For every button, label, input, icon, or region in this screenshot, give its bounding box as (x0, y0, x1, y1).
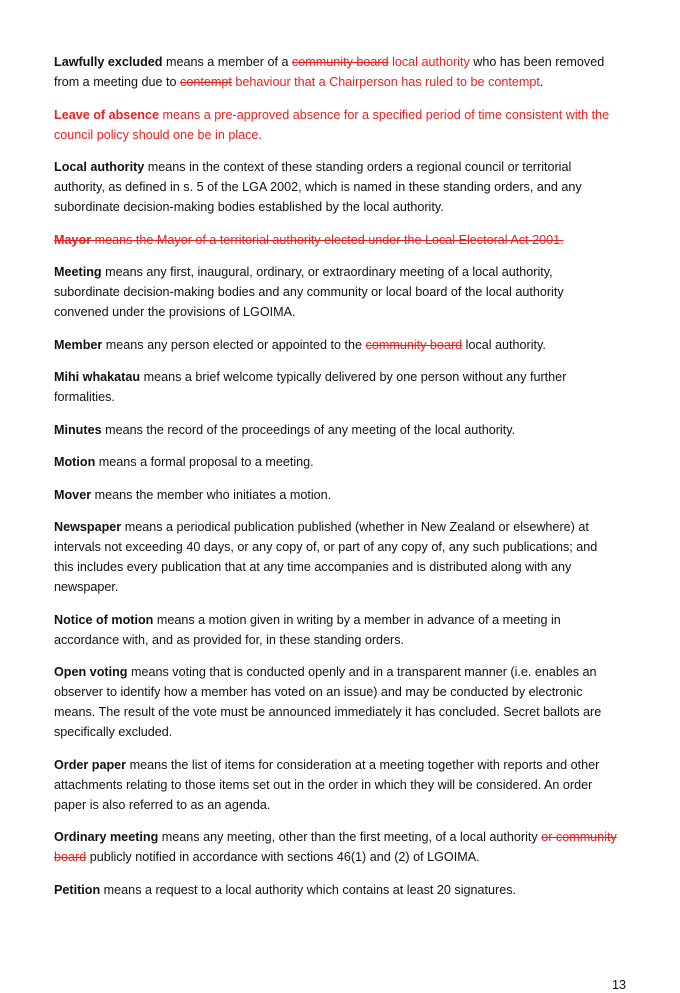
definition-text: means a motion given in writing by a member in advance of a meeting in accordance with, and as provided for, in these standing orders. (54, 612, 561, 647)
definition-text: . (539, 75, 544, 89)
deleted-definition-term: Mayor (54, 232, 92, 247)
definition-term: Newspaper (54, 520, 122, 534)
definition-term: Member (54, 337, 103, 352)
definition-leave-of-absence (54, 105, 620, 145)
definition-newspaper (54, 517, 620, 597)
definition-mayor (54, 230, 620, 250)
deleted-text: community board (291, 55, 389, 69)
definition-petition (54, 880, 620, 900)
deleted-text: community board (365, 337, 463, 352)
definition-member (54, 335, 620, 355)
definition-ordinary-meeting (54, 827, 620, 867)
page-number: 13 (611, 978, 626, 992)
definition-text: means in the context of these standing orders a regional council or territorial authority, as defined in s. 5 of the LGA 2002, which is named in these standing orders, and any subordinate decision-making bodies established by the local authority. (54, 160, 582, 214)
definition-text: means a periodical publication published (whether in New Zealand or elsewhere) at intervals not exceeding 40 days, or any copy of, or part of any copy of, any such publications; and this includes every publication that at any time accompanies and is distributed along with any newspaper. (54, 520, 598, 594)
definition-text: means a brief welcome typically delivered by one person without any further formalities. (54, 370, 567, 404)
definition-text: means any meeting, other than the first meeting, of a local authority (158, 830, 542, 844)
inserted-text: local authority (392, 55, 470, 69)
definition-meeting (54, 262, 620, 322)
deleted-text: contempt (180, 75, 232, 89)
definition-mover (54, 485, 620, 505)
definition-term: Motion (54, 455, 96, 469)
definition-text: publicly notified in accordance with sections 46(1) and (2) of LGOIMA. (86, 850, 480, 864)
definition-local-authority (54, 157, 620, 217)
definition-open-voting (54, 662, 620, 742)
inserted-text: means a pre-approved absence for a specified period of time consistent with the council policy should one be in place. (54, 107, 610, 142)
deleted-text: or community board (54, 830, 617, 864)
definition-text: means a member of a (162, 55, 292, 69)
definition-term: Meeting (54, 265, 102, 279)
definition-text: means a request to a local authority which contains at least 20 signatures. (100, 882, 517, 897)
definition-text: who has been removed from a meeting due to (54, 55, 605, 89)
definition-text: means a formal proposal to a meeting. (95, 455, 314, 469)
definition-motion (54, 452, 620, 472)
definition-term: Notice of motion (54, 612, 154, 627)
definition-term: Open voting (54, 665, 128, 679)
definition-term: Mover (54, 487, 92, 502)
inserted-text: behaviour that a Chairperson has ruled to be contempt (235, 75, 540, 89)
document-page (54, 52, 620, 912)
definition-term: Petition (54, 882, 101, 897)
definition-text: means voting that is conducted openly and in a transparent manner (i.e. enables an observer to identify how a member has voted on an issue) and may be conducted by electronic means. The result of the vote must be announced immediately it has concluded. Secret ballots are specifically excluded. (54, 665, 602, 739)
definition-term: Mihi whakatau (54, 370, 141, 384)
definition-term: Local authority (54, 160, 145, 174)
definition-term: Minutes (54, 422, 102, 437)
definition-text: local authority. (462, 337, 546, 352)
definition-mihi-whakatau (54, 367, 620, 407)
definition-term: Lawfully excluded (54, 55, 163, 69)
definition-text: means any person elected or appointed to the (102, 337, 366, 352)
definition-text: means the member who initiates a motion. (91, 487, 332, 502)
definition-text: means the record of the proceedings of any meeting of the local authority. (101, 422, 516, 437)
inserted-definition-term: Leave of absence (54, 107, 159, 122)
deleted-text: means the Mayor of a territorial authority elected under the Local Electoral Act 2001. (91, 232, 564, 247)
definition-minutes (54, 420, 620, 440)
definition-notice-of-motion (54, 610, 620, 650)
definition-text: means the list of items for consideration at a meeting together with reports and other attachments relating to those items set out in the order in which they will be considered. An order paper is also referred to as an agenda. (54, 757, 600, 812)
definition-order-paper (54, 755, 620, 815)
definition-lawfully-excluded (54, 52, 620, 92)
definition-term: Ordinary meeting (54, 830, 159, 844)
definition-term: Order paper (54, 757, 127, 772)
definition-text: means any first, inaugural, ordinary, or extraordinary meeting of a local authority, subordinate decision-making bodies and any community or local board of the local authority convened under the provisions of LGOIMA. (54, 265, 564, 319)
